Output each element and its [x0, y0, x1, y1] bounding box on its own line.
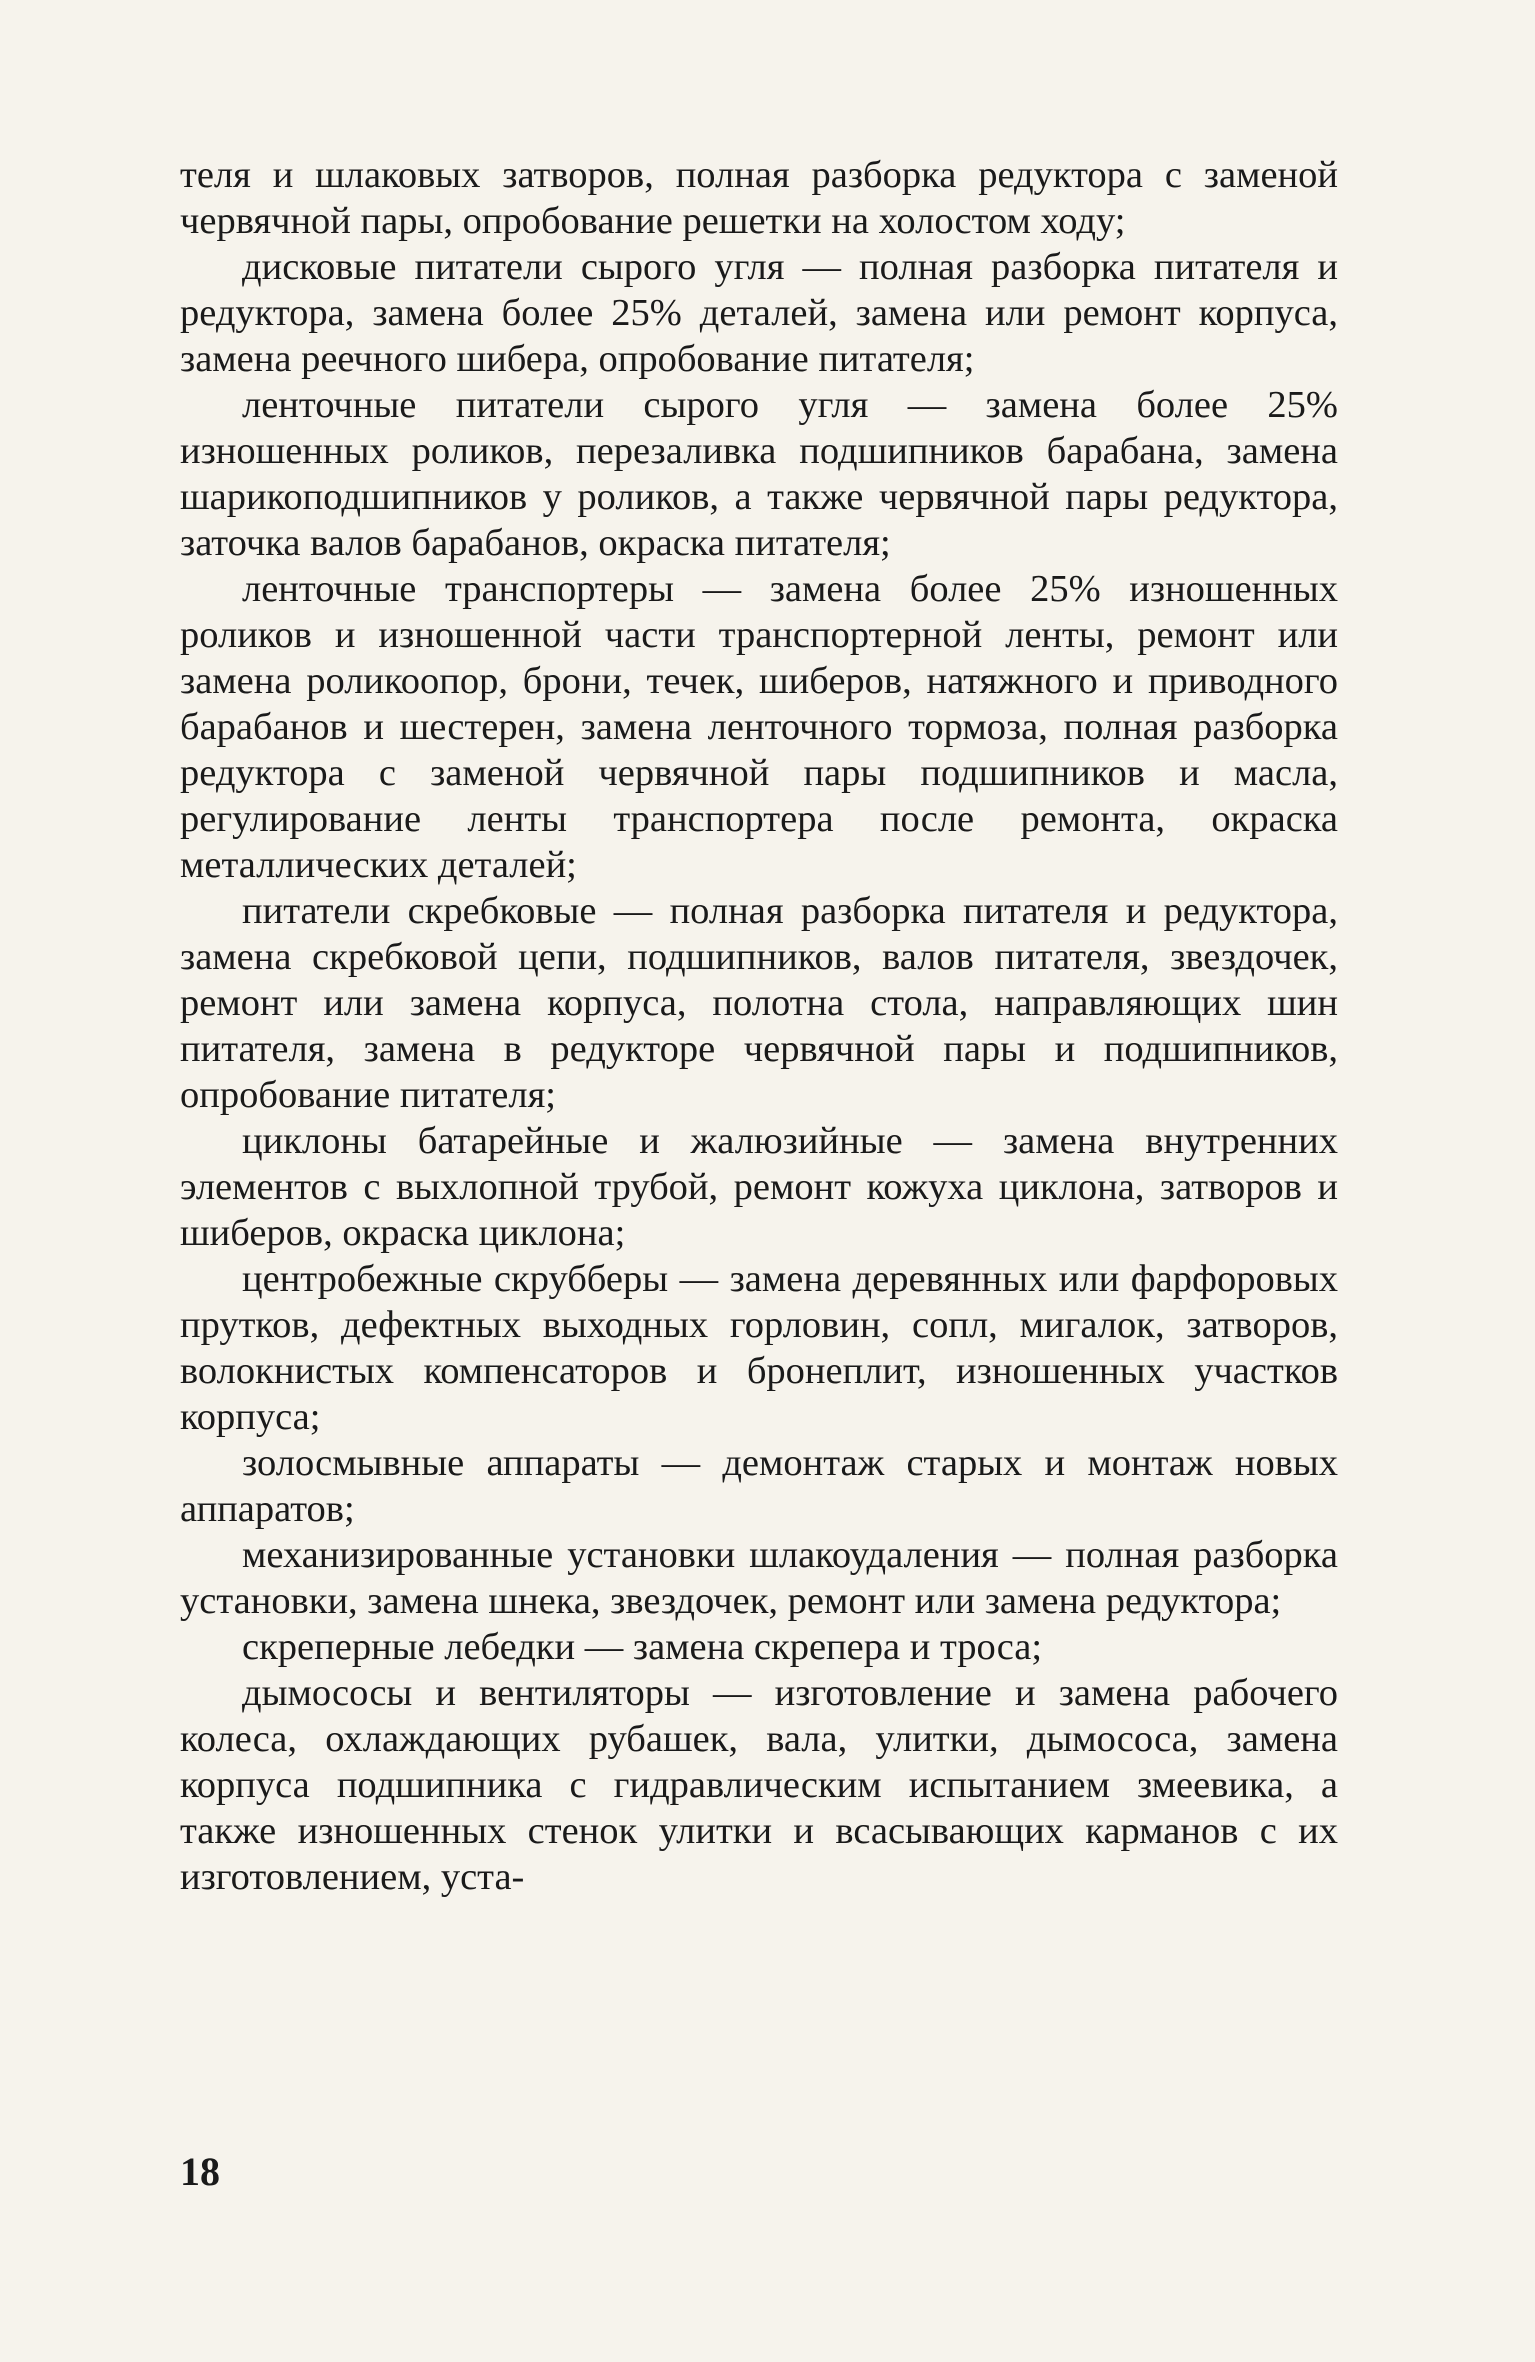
paragraph-slag-removal: механизированные установки шлакоудаления — полная разборка установки, замена шнека, звездочек, ремонт или замена редуктора;: [180, 1534, 1338, 1622]
body-text: [180, 152, 1338, 1900]
paragraph-ash-washers: золосмывные аппараты — демонтаж старых и монтаж новых аппаратов;: [180, 1442, 1338, 1530]
page-number: 18: [180, 2149, 220, 2194]
paragraph-disc-feeders: дисковые питатели сырого угля — полная разборка питателя и редуктора, замена более 25% деталей, замена или ремонт корпуса, замена реечного шибера, опробование питателя;: [180, 246, 1338, 380]
paragraph-scraper-feeders: питатели скребковые — полная разборка питателя и редуктора, замена скребковой цепи, подшипников, валов питателя, звездочек, ремонт или замена корпуса, полотна стола, направляющих шин питателя, замена в редукторе червячной пары и подшипников, опробование питателя;: [180, 890, 1338, 1116]
paragraph-scrubbers: центробежные скрубберы — замена деревянных или фарфоровых прутков, дефектных выходных горловин, сопл, мигалок, затворов, волокнистых компенсаторов и бронеплит, изношенных участков корпуса;: [180, 1258, 1338, 1438]
paragraph-belt-conveyors: ленточные транспортеры — замена более 25% изношенных роликов и изношенной части транспортерной ленты, ремонт или замена роликоопор, брони, течек, шиберов, натяжного и приводного барабанов и шестерен, замена ленточного тормоза, полная разборка редуктора с заменой червячной пары подшипников и масла, регулирование ленты транспортера после ремонта, окраска металлических деталей;: [180, 568, 1338, 886]
paragraph-continuation: теля и шлаковых затворов, полная разборка редуктора с заменой червячной пары, опробование решетки на холостом ходу;: [180, 154, 1338, 242]
paragraph-belt-feeders: ленточные питатели сырого угля — замена более 25% изношенных роликов, перезаливка подшипников барабана, замена шарикоподшипников у роликов, а также червячной пары редуктора, заточка валов барабанов, окраска питателя;: [180, 384, 1338, 564]
paragraph-fans: дымососы и вентиляторы — изготовление и замена рабочего колеса, охлаждающих рубашек, вала, улитки, дымососа, замена корпуса подшипника с гидравлическим испытанием змеевика, а также изношенных стенок улитки и всасывающих карманов с их изготовлением, уста-: [180, 1672, 1338, 1898]
paragraph-cyclones: циклоны батарейные и жалюзийные — замена внутренних элементов с выхлопной трубой, ремонт кожуха циклона, затворов и шиберов, окраска циклона;: [180, 1120, 1338, 1254]
paragraph-scraper-winches: скреперные лебедки — замена скрепера и троса;: [242, 1626, 1043, 1668]
